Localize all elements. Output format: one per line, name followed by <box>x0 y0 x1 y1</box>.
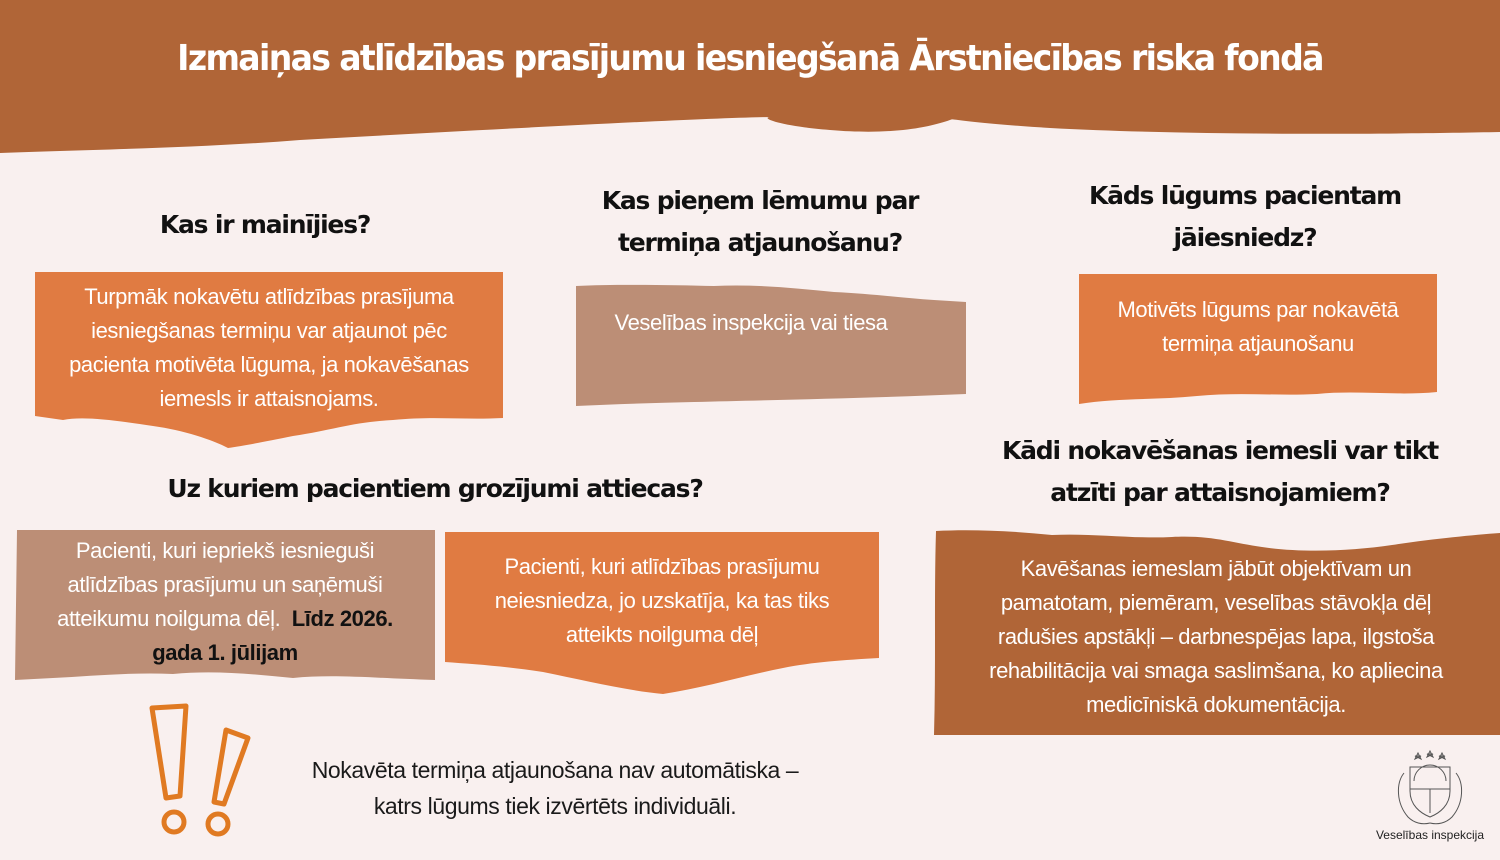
heading-line: Kāds lūgums pacientam <box>1089 181 1401 210</box>
heading-what-changed: Kas ir mainījies? <box>159 210 371 239</box>
note-text <box>250 752 860 824</box>
note-line: Nokavēta termiņa atjaunošana nav automātiska – <box>311 757 799 783</box>
card-text: Turpmāk nokavētu atlīdzības prasījuma iesniegšanas termiņu var atjaunot pēc pacienta motivēta lūguma, ja nokavēšanas iemesls ir attaisnojams. <box>69 284 469 411</box>
card-patients-previous <box>13 528 437 688</box>
heading-which-patients: Uz kuriem pacientiem grozījumi attiecas? <box>167 474 703 503</box>
heading-line: Kādi nokavēšanas iemesli var tikt <box>1001 436 1439 465</box>
note-line: katrs lūgums tiek izvērtēts individuāli. <box>373 793 737 819</box>
header-banner <box>0 0 1500 160</box>
patients-previous-text: Pacienti, kuri iepriekš iesnieguši atlīdzības prasījumu un saņēmuši atteikumu noilguma dēļ. <box>57 538 383 631</box>
card-text: Motivēts lūgums par nokavētā termiņa atjaunošanu <box>1117 297 1399 356</box>
heading-reasons <box>960 430 1480 514</box>
heading-line: termiņa atjaunošanu? <box>617 228 903 257</box>
card-who-decides <box>574 280 968 408</box>
card-text: Veselības inspekcija vai tiesa <box>614 310 888 335</box>
card-text: Pacienti, kuri atlīdzības prasījumu neiesniedza, jo uzskatīja, ka tas tiks atteikts noilguma dēļ <box>494 554 830 647</box>
deadline-text: Līdz 2026. gada 1. jūlijam <box>152 606 393 665</box>
card-patients-not-submitted <box>443 530 881 698</box>
card-text: Kavēšanas iemeslam jābūt objektīvam un pamatotam, piemēram, veselības stāvokļa dēļ radušies apstākļi – darbnespējas lapa, ilgstoša rehabilitācija vai smaga saslimšana, ko apliecina medicīniskā dokumentācija. <box>989 556 1443 717</box>
card-text <box>13 534 437 670</box>
heading-line: Kas pieņem lēmumu par <box>601 186 919 215</box>
heading-line: atzīti par attaisnojamiem? <box>1050 478 1390 507</box>
card-what-request <box>1077 272 1439 407</box>
heading-who-decides <box>560 180 960 264</box>
org-name: Veselības inspekcija <box>1375 828 1485 842</box>
torn-paper-shape <box>574 280 968 408</box>
page-title: Izmaiņas atlīdzības prasījumu iesniegšanā Ārstniecības riska fondā <box>177 38 1323 79</box>
card-reasons <box>932 525 1500 737</box>
heading-line: jāiesniedz? <box>1173 223 1317 252</box>
double-exclamation-icon <box>140 700 260 840</box>
heading-what-request <box>1050 175 1440 259</box>
card-what-changed <box>33 270 505 450</box>
